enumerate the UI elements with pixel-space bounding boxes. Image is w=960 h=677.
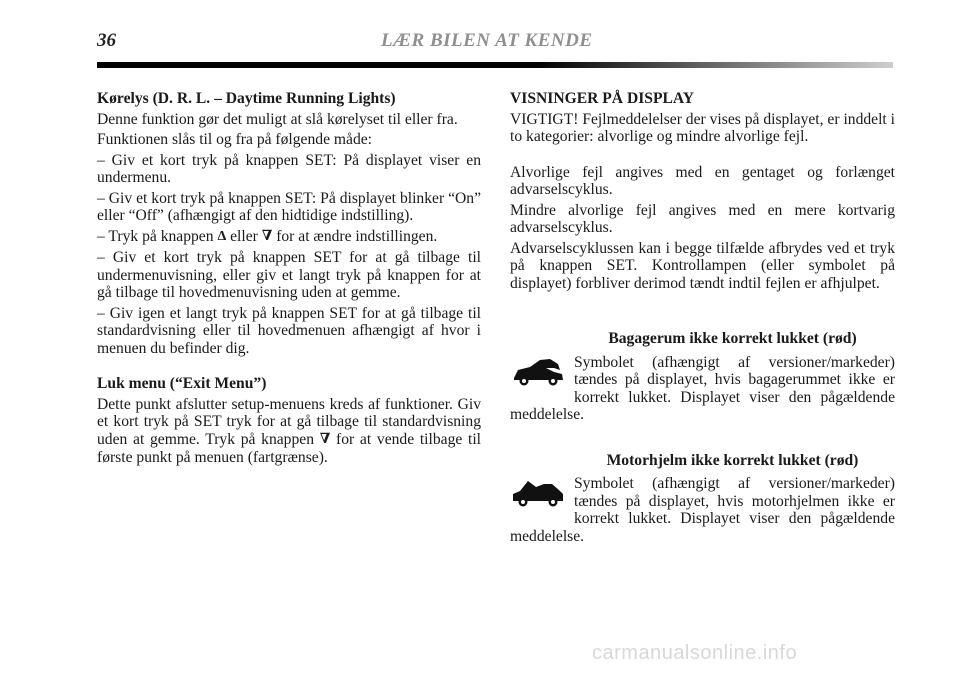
trunk-warning-text: Symbolet (afhængigt af versioner/markeder) tændes på displayet, hvis bagagerummet ikke er korrekt lukket. Displayet viser den pågældende meddelelse. [510,353,895,423]
drl-step-text: for at ændre indstillingen. [276,227,438,245]
display-paragraph: Alvorlige fejl angives med en gentaget og forlænget advarselscyklus. [510,163,895,198]
down-arrow-icon: ∇ [261,228,273,244]
exit-menu-text: Dette punkt afslutter setup-menuens kreds af funktioner. Giv et kort tryk på SET tryk for at gå tilbage til standardvisning uden at gemme. Tryk på knappen [97,395,481,448]
exit-menu-text: for at vende tilbage til første punkt på menuen (fartgrænse). [97,430,481,466]
car-trunk-open-icon [510,356,566,390]
down-arrow-icon: ∇ [319,431,331,447]
section-title: LÆR BILEN AT KENDE [381,30,593,51]
up-arrow-icon: Δ [217,228,227,244]
exit-menu-paragraph [97,396,481,467]
drl-step: – Giv et kort tryk på knappen SET: På displayet blinker “On” eller “Off” (afhængigt af den hidtidige indstilling). [97,189,481,224]
display-paragraph: Advarselscyklussen kan i begge tilfælde afbrydes ved et tryk på knappen SET. Kontrollampen (eller symbolet på displayet) forbliver derimod tændt indtil fejlen er afhjulpet. [510,239,895,292]
page-header [0,0,960,70]
car-bonnet-open-icon [510,477,566,511]
drl-step-text: – Tryk på knappen [97,227,214,245]
bonnet-warning-text: Symbolet (afhængigt af versioner/markeder) tændes på displayet, hvis motorhjelmen ikke er korrekt lukket. Displayet viser den pågældende meddelelse. [510,475,895,545]
drl-step: – Giv et kort tryk på knappen SET for at gå tilbage til undermenuvisning, eller giv et langt tryk på knappen for at gå tilbage til hovedmenuvisning uden at gemme. [97,249,481,301]
left-column [97,90,481,470]
drl-paragraph: Denne funktion gør det muligt at slå kørelyset til eller fra. [97,110,458,128]
drl-step [97,228,481,247]
watermark: carmanualsonline.info [592,642,798,664]
right-column [510,90,895,548]
display-paragraph: VIGTIGT! Fejlmeddelelser der vises på displayet, er inddelt i to kategorier: alvorlige og mindre alvorlige fejl. [510,110,895,145]
bonnet-warning [510,452,895,546]
header-rule [97,62,893,68]
drl-heading: Kørelys (D. R. L. – Daytime Running Lights) [97,90,396,107]
trunk-warning-title: Bagagerum ikke korrekt lukket (rød) [608,330,857,347]
display-heading: VISNINGER PÅ DISPLAY [510,90,694,107]
trunk-warning [510,330,895,424]
drl-paragraph: Funktionen slås til og fra på følgende måde: [97,131,372,148]
bonnet-warning-title: Motorhjelm ikke korrekt lukket (rød) [606,451,859,469]
drl-step: – Giv igen et langt tryk på knappen SET for at gå tilbage til standardvisning eller til hovedmenuen afhængigt af hvor i menuen du befinder dig. [97,304,481,357]
page-number: 36 [97,30,116,51]
drl-step-text: eller [230,227,258,245]
exit-menu-heading: Luk menu (“Exit Menu”) [97,375,267,392]
drl-step: – Giv et kort tryk på knappen SET: På displayet viser en undermenu. [97,151,481,186]
display-paragraph: Mindre alvorlige fejl angives med en mere kortvarig advarselscyklus. [510,201,895,236]
